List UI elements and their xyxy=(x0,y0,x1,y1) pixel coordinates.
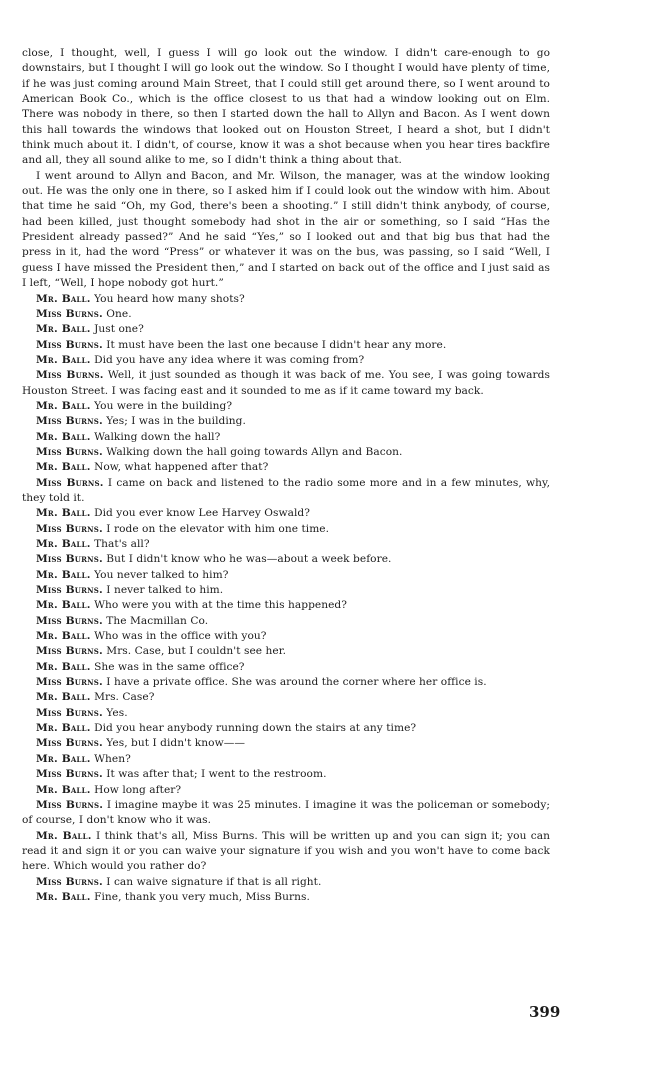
speaker-label: Mr. Ball. xyxy=(36,691,91,704)
speaker-label: Miss Burns. xyxy=(36,614,103,627)
speaker-label: Mr. Ball. xyxy=(36,507,91,520)
testimony-paragraph: close, I thought, well, I guess I will go look out the window. I didn't care-enough to go downstairs, but I thought I will go look out the window. So I thought I would have plenty of time, if he was just coming around Main Street, that I could still get around there, so I went around to American Book Co., which is the office closest to us that had a window looking out on Elm. There was nobody in there, so then I started down the hall to Allyn and Bacon. As I went down this hall towards the windows that looked out on Houston Street, I heard a shot, but I didn't think much about it. I didn't, of course, know it was a shot because when you hear tires backfire and all, they all sound alike to me, so I didn't think a thing about that. xyxy=(22,47,550,167)
testimony-line: Miss Burns. It was after that; I went to the restroom. xyxy=(36,768,327,781)
testimony-line: Mr. Ball. How long after? xyxy=(36,783,182,796)
speaker-label: Miss Burns. xyxy=(36,553,103,566)
testimony-line: Miss Burns. I imagine maybe it was 25 minutes. I imagine it was the policeman or somebody; of course, I don't know who it was. xyxy=(22,798,550,827)
speaker-label: Miss Burns. xyxy=(36,338,103,351)
speaker-label: Mr. Ball. xyxy=(36,568,91,581)
testimony-line: Mr. Ball. Who were you with at the time this happened? xyxy=(36,599,347,612)
testimony-line: Mr. Ball. Did you ever know Lee Harvey Oswald? xyxy=(36,507,310,520)
page-number: 399 xyxy=(529,1003,561,1021)
testimony-paragraph: I went around to Allyn and Bacon, and Mr. Wilson, the manager, was at the window looking out. He was the only one in there, so I asked him if I could look out the window with him. About that time he said “Oh, my God, there's been a shooting.” I still didn't think anybody, of course, had been killed, just thought somebody had shot in the air or something, so I said “Has the President already passed?” And he said “Yes,” so I looked out and that big bus that had the press in it, had the word “Press” or whatever it was on the bus, was passing, so I said “Well, I guess I have missed the President then,” and I started on back out of the office and I just said as I left, “Well, I hope nobody got hurt.” xyxy=(22,169,550,290)
testimony-line: Miss Burns. I can waive signature if that is all right. xyxy=(36,875,322,888)
speaker-label: Miss Burns. xyxy=(36,645,103,658)
speaker-label: Mr. Ball. xyxy=(36,323,91,336)
speaker-label: Mr. Ball. xyxy=(36,399,91,412)
speaker-label: Mr. Ball. xyxy=(36,292,91,305)
speaker-label: Mr. Ball. xyxy=(36,538,91,550)
testimony-line: Miss Burns. Mrs. Case, but I couldn't see her. xyxy=(36,645,287,658)
speaker-label: Miss Burns. xyxy=(36,522,103,535)
testimony-line: Miss Burns. Well, it just sounded as though it was back of me. You see, I was going towards Houston Street. I was facing east and it sounded to me as if it came toward my back. xyxy=(22,369,550,397)
speaker-label: Mr. Ball. xyxy=(36,599,91,612)
speaker-label: Miss Burns. xyxy=(36,768,103,781)
testimony-line: Mr. Ball. When? xyxy=(36,752,131,765)
testimony-line: Miss Burns. I rode on the elevator with him one time. xyxy=(36,522,330,535)
speaker-label: Miss Burns. xyxy=(36,676,103,689)
speaker-label: Mr. Ball. xyxy=(36,783,91,796)
speaker-label: Mr. Ball. xyxy=(36,461,91,474)
speaker-label: Miss Burns. xyxy=(36,415,103,428)
testimony-line: Mr. Ball. Just one? xyxy=(36,323,144,336)
speaker-label: Miss Burns. xyxy=(36,307,103,320)
testimony-line: Mr. Ball. Who was in the office with you? xyxy=(36,630,267,643)
speaker-label: Mr. Ball. xyxy=(36,752,91,765)
testimony-line: Mr. Ball. That's all? xyxy=(36,538,150,550)
testimony-line: Miss Burns. Walking down the hall going towards Allyn and Bacon. xyxy=(36,445,403,458)
testimony-line: Miss Burns. Yes; I was in the building. xyxy=(36,415,246,428)
speaker-label: Mr. Ball. xyxy=(36,353,91,366)
testimony-line: Miss Burns. The Macmillan Co. xyxy=(36,614,209,627)
testimony-line: Mr. Ball. Mrs. Case? xyxy=(36,691,155,704)
speaker-label: Miss Burns. xyxy=(36,706,103,719)
speaker-label: Miss Burns. xyxy=(36,445,103,458)
testimony-line: Miss Burns. I have a private office. She was around the corner where her office is. xyxy=(36,676,487,689)
testimony-line: Miss Burns. I never talked to him. xyxy=(36,584,224,597)
transcript-body xyxy=(22,46,550,905)
testimony-line: Mr. Ball. Walking down the hall? xyxy=(36,430,221,443)
speaker-label: Miss Burns. xyxy=(36,584,103,597)
testimony-line: Mr. Ball. Now, what happened after that? xyxy=(36,461,269,474)
speaker-label: Miss Burns. xyxy=(36,737,103,750)
speaker-label: Miss Burns. xyxy=(36,875,103,888)
testimony-line: Mr. Ball. You never talked to him? xyxy=(36,568,229,581)
testimony-line: Mr. Ball. Did you hear anybody running down the stairs at any time? xyxy=(36,722,417,735)
speaker-label: Mr. Ball. xyxy=(36,630,91,643)
speaker-label: Mr. Ball. xyxy=(36,829,92,842)
speaker-label: Miss Burns. xyxy=(36,476,104,489)
testimony-line: Miss Burns. But I didn't know who he was—about a week before. xyxy=(36,553,392,566)
speaker-label: Mr. Ball. xyxy=(36,430,91,443)
speaker-label: Miss Burns. xyxy=(36,369,104,382)
testimony-line: Mr. Ball. Did you have any idea where it was coming from? xyxy=(36,353,365,366)
testimony-line: Mr. Ball. You were in the building? xyxy=(36,399,233,412)
speaker-label: Miss Burns. xyxy=(36,798,104,811)
speaker-label: Mr. Ball. xyxy=(36,722,91,735)
testimony-line: Miss Burns. It must have been the last one because I didn't hear any more. xyxy=(36,338,447,351)
testimony-line: Miss Burns. Yes. xyxy=(36,706,128,719)
testimony-line: Miss Burns. One. xyxy=(36,307,132,320)
testimony-line: Miss Burns. Yes, but I didn't know—— xyxy=(36,737,245,750)
speaker-label: Mr. Ball. xyxy=(36,660,91,673)
testimony-line: Mr. Ball. Fine, thank you very much, Miss Burns. xyxy=(36,890,310,903)
speaker-label: Mr. Ball. xyxy=(36,890,91,903)
testimony-line: Mr. Ball. She was in the same office? xyxy=(36,660,245,673)
testimony-line: Mr. Ball. You heard how many shots? xyxy=(36,292,245,305)
testimony-line: Mr. Ball. I think that's all, Miss Burns. This will be written up and you can sign it; you can read it and sign it or you can waive your signature if you wish and you won't have to come back here. Which would you rather do? xyxy=(22,829,551,873)
testimony-line: Miss Burns. I came on back and listened to the radio some more and in a few minutes, why, they told it. xyxy=(22,476,550,504)
